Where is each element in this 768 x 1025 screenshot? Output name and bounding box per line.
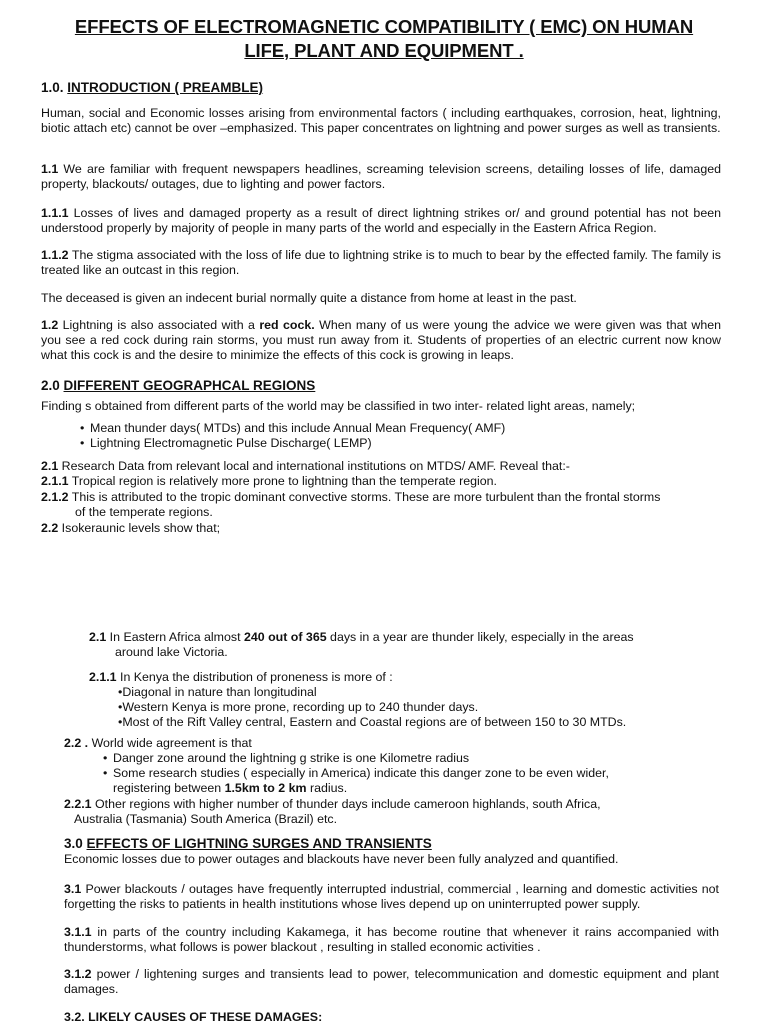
paragraph-2-0: Finding s obtained from different parts of the world may be classified in two inter- related light areas, namely; (41, 399, 636, 413)
paragraph-deceased: The deceased is given an indecent burial normally quite a distance from home at least in the past. (41, 291, 577, 305)
title-line-1: EFFECTS OF ELECTROMAGNETIC COMPATIBILITY ( EMC) ON HUMAN (74, 16, 694, 37)
paragraph-2-1-a: 2.1 Research Data from relevant local and international institutions on MTDS/ AMF. Reveal that:- (41, 459, 570, 473)
paragraph-1-1-1: 1.1.1 Losses of lives and damaged property as a result of direct lightning strikes or/ and ground potential has not been understood properly by majority of people in many parts of the world and especially in the Eastern Africa Region. (41, 206, 721, 235)
paragraph-2-1-1-b: 2.1.1 In Kenya the distribution of proneness is more of : •Diagonal in nature than longitudinal •Western Kenya is more prone, recording up to 240 thunder days. •Most of the Rift Valley central, Eastern and Coastal regions are of between 150 to 30 MTDs. (89, 670, 729, 730)
list-item: • Danger zone around the lightning g strike is one Kilometre radius (103, 751, 470, 765)
blank-space (41, 540, 721, 625)
list-item: •Most of the Rift Valley central, Eastern and Coastal regions are of between 150 to 30 MTDs. (118, 715, 627, 729)
paragraph-2-1-1-a: 2.1.1 Tropical region is relatively more prone to lightning than the temperate region. (41, 474, 497, 488)
paragraph-1-1-2: 1.1.2 The stigma associated with the loss of life due to lightning strike is to much to bear by the effected family. The family is treated like an outcast in this region. (41, 248, 721, 277)
paragraph-2-2-a: 2.2 Isokeraunic levels show that; (41, 521, 221, 535)
paragraph-2-1-2-a: 2.1.2 This is attributed to the tropic dominant convective storms. These are more turbulent than the frontal storms of the temperate regions. (41, 490, 661, 519)
section-heading-text: EFFECTS OF LIGHTNING SURGES AND TRANSIENTS (86, 836, 432, 851)
paragraph-2-2-b: 2.2 . World wide agreement is that • Danger zone around the lightning g strike is one Kilometre radius • Some research studies ( especially in America) indicate this danger zone to be even wider, registering between 1.5km to 2 km radius. (64, 736, 724, 796)
bullet-icon: • (103, 751, 108, 765)
paragraph-3-0: Economic losses due to power outages and blackouts have never been fully analyzed and quantified. (64, 852, 619, 866)
paragraph-1-1: 1.1 We are familiar with frequent newspapers headlines, screaming television screens, detailing losses of life, damaged property, blackouts/ outages, due to lighting and power factors. (41, 162, 721, 191)
bullet-icon: • (80, 436, 85, 450)
paragraph-introduction: Human, social and Economic losses arising from environmental factors ( including earthquakes, corrosion, heat, lightning, biotic attach etc) cannot be over –emphasized. This paper concentrates on lightning and power surges as well as transients. (41, 106, 721, 135)
list-item: • Some research studies ( especially in America) indicate this danger zone to be even wider, (103, 766, 609, 780)
section-heading-text: DIFFERENT GEOGRAPHCAL REGIONS (63, 378, 316, 393)
list-item: •Western Kenya is more prone, recording up to 240 thunder days. (118, 700, 479, 714)
document-title (30, 15, 738, 63)
section-heading-text: INTRODUCTION ( PREAMBLE) (67, 80, 264, 95)
bullet-icon: • (103, 766, 108, 780)
section-3-0: 3.0 EFFECTS OF LIGHTNING SURGES AND TRANSIENTS Economic losses due to power outages and blackouts have never been fully analyzed and quantified. (64, 836, 724, 867)
list-item: • Lightning Electromagnetic Pulse Discharge( LEMP) (80, 436, 372, 450)
paragraph-2-1-b: 2.1 In Eastern Africa almost 240 out of 365 days in a year are thunder likely, especially in the areas around lake Victoria. (89, 630, 634, 659)
list-item: • Mean thunder days( MTDs) and this include Annual Mean Frequency( AMF) (80, 421, 506, 435)
paragraph-3-1: 3.1 Power blackouts / outages have frequently interrupted industrial, commercial , learning and domestic activities not forgetting the risks to patients in health institutions whose lives depend up on uninterrupted power supply. (64, 882, 719, 911)
list-item: •Diagonal in nature than longitudinal (118, 685, 317, 699)
section-1-0-heading: 1.0. INTRODUCTION ( PREAMBLE) (41, 80, 264, 95)
bullet-icon: • (80, 421, 85, 435)
paragraph-3-1-2: 3.1.2 power / lightening surges and transients lead to power, telecommunication and domestic equipment and plant damages. (64, 967, 719, 996)
section-2-0-heading: 2.0 DIFFERENT GEOGRAPHCAL REGIONS (41, 378, 316, 393)
paragraph-3-1-1: 3.1.1 in parts of the country including Kakamega, it has become routine that whenever it rains accompanied with thunderstorms, what follows is power blackout , resulting in stalled economic activities . (64, 925, 719, 954)
paragraph-1-2: 1.2 Lightning is also associated with a red cock. When many of us were young the advice we were given was that when you see a red cock during rain storms, you must run away from it. Students of properties of an electric current now know what this cock is and the desire to minimize the effects of this cock is growing in leaps. (41, 318, 721, 362)
bullet-list-2-0 (80, 421, 720, 451)
section-3-2-heading: 3.2. LIKELY CAUSES OF THESE DAMAGES: (64, 1010, 323, 1024)
title-line-2: LIFE, PLANT AND EQUIPMENT . (244, 40, 524, 61)
paragraph-2-2-1: 2.2.1 Other regions with higher number of thunder days include cameroon highlands, south Africa, Australia (Tasmania) South America (Brazil) etc. (64, 797, 601, 826)
